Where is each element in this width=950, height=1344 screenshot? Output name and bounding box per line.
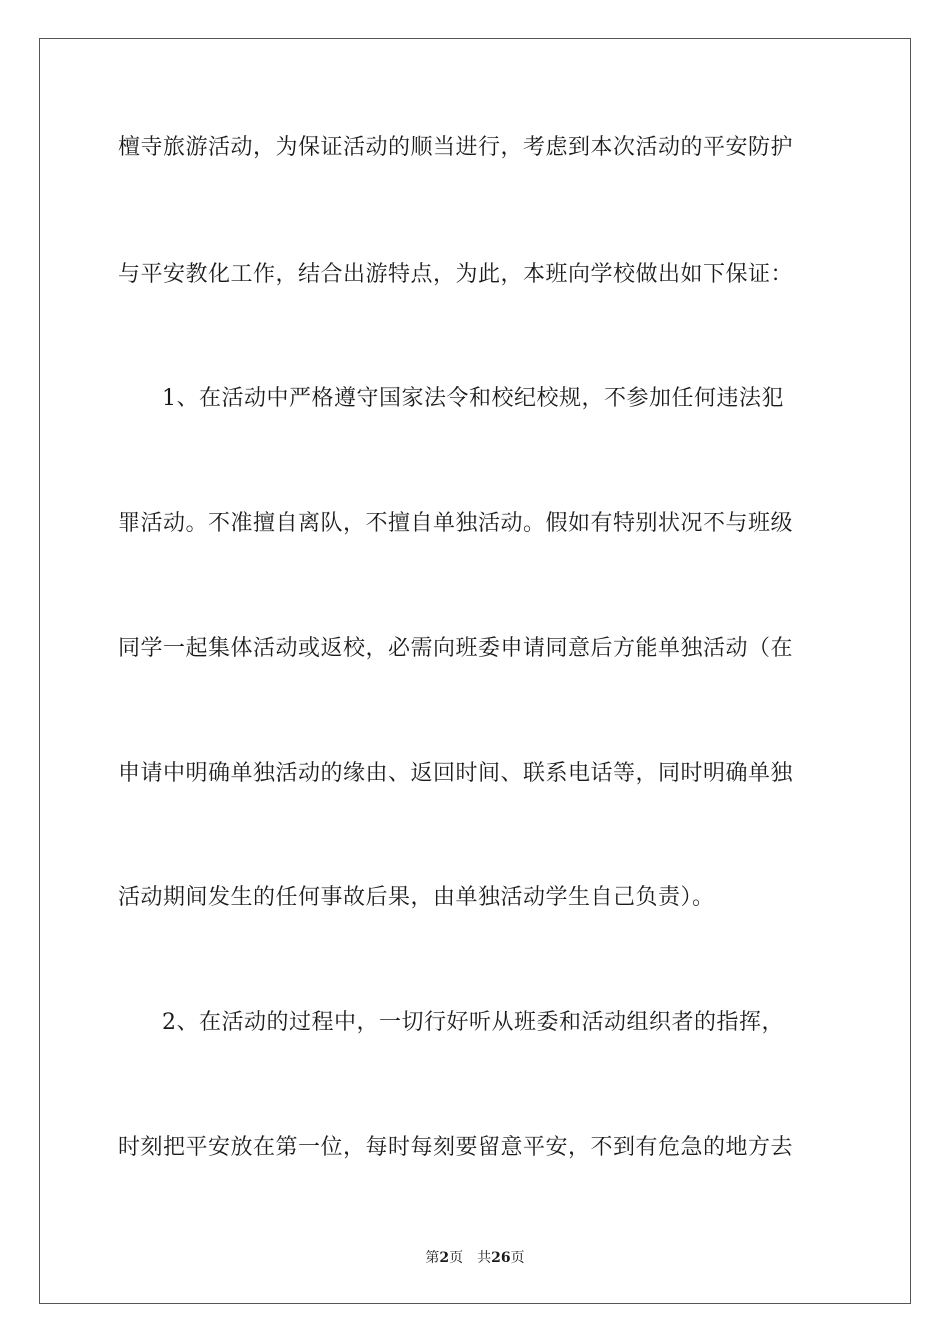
page-border [39, 38, 911, 1304]
footer-total-suffix: 页 [510, 1250, 525, 1266]
text-line-4: 罪活动。不准擅自离队，不擅自单独活动。假如有特别状况不与班级 [118, 511, 794, 536]
text-line-3: 1、在活动中严格遵守国家法令和校纪校规，不参加任何违法犯 [162, 386, 784, 411]
footer-page-suffix: 页 [449, 1250, 464, 1266]
text-line-6: 申请中明确单独活动的缘由、返回时间、联系电话等，同时明确单独 [118, 761, 794, 786]
text-line-7: 活动期间发生的任何事故后果，由单独活动学生自己负责）。 [118, 885, 715, 910]
text-line-1: 檀寺旅游活动，为保证活动的顺当进行，考虑到本次活动的平安防护 [118, 135, 794, 160]
text-line-5: 同学一起集体活动或返校，必需向班委申请同意后方能单独活动（在 [118, 636, 794, 661]
footer-page-total: 26 [491, 1250, 511, 1266]
footer-page-prefix: 第 [425, 1250, 440, 1266]
page-footer [0, 1247, 950, 1267]
text-line-2: 与平安教化工作，结合出游特点，为此，本班向学校做出如下保证： [118, 262, 794, 287]
text-line-8: 2、在活动的过程中，一切行好听从班委和活动组织者的指挥， [162, 1010, 784, 1035]
text-line-9: 时刻把平安放在第一位，每时每刻要留意平安，不到有危急的地方去 [118, 1135, 794, 1160]
footer-page-current: 2 [439, 1250, 450, 1266]
footer-total-prefix: 共 [477, 1250, 492, 1266]
